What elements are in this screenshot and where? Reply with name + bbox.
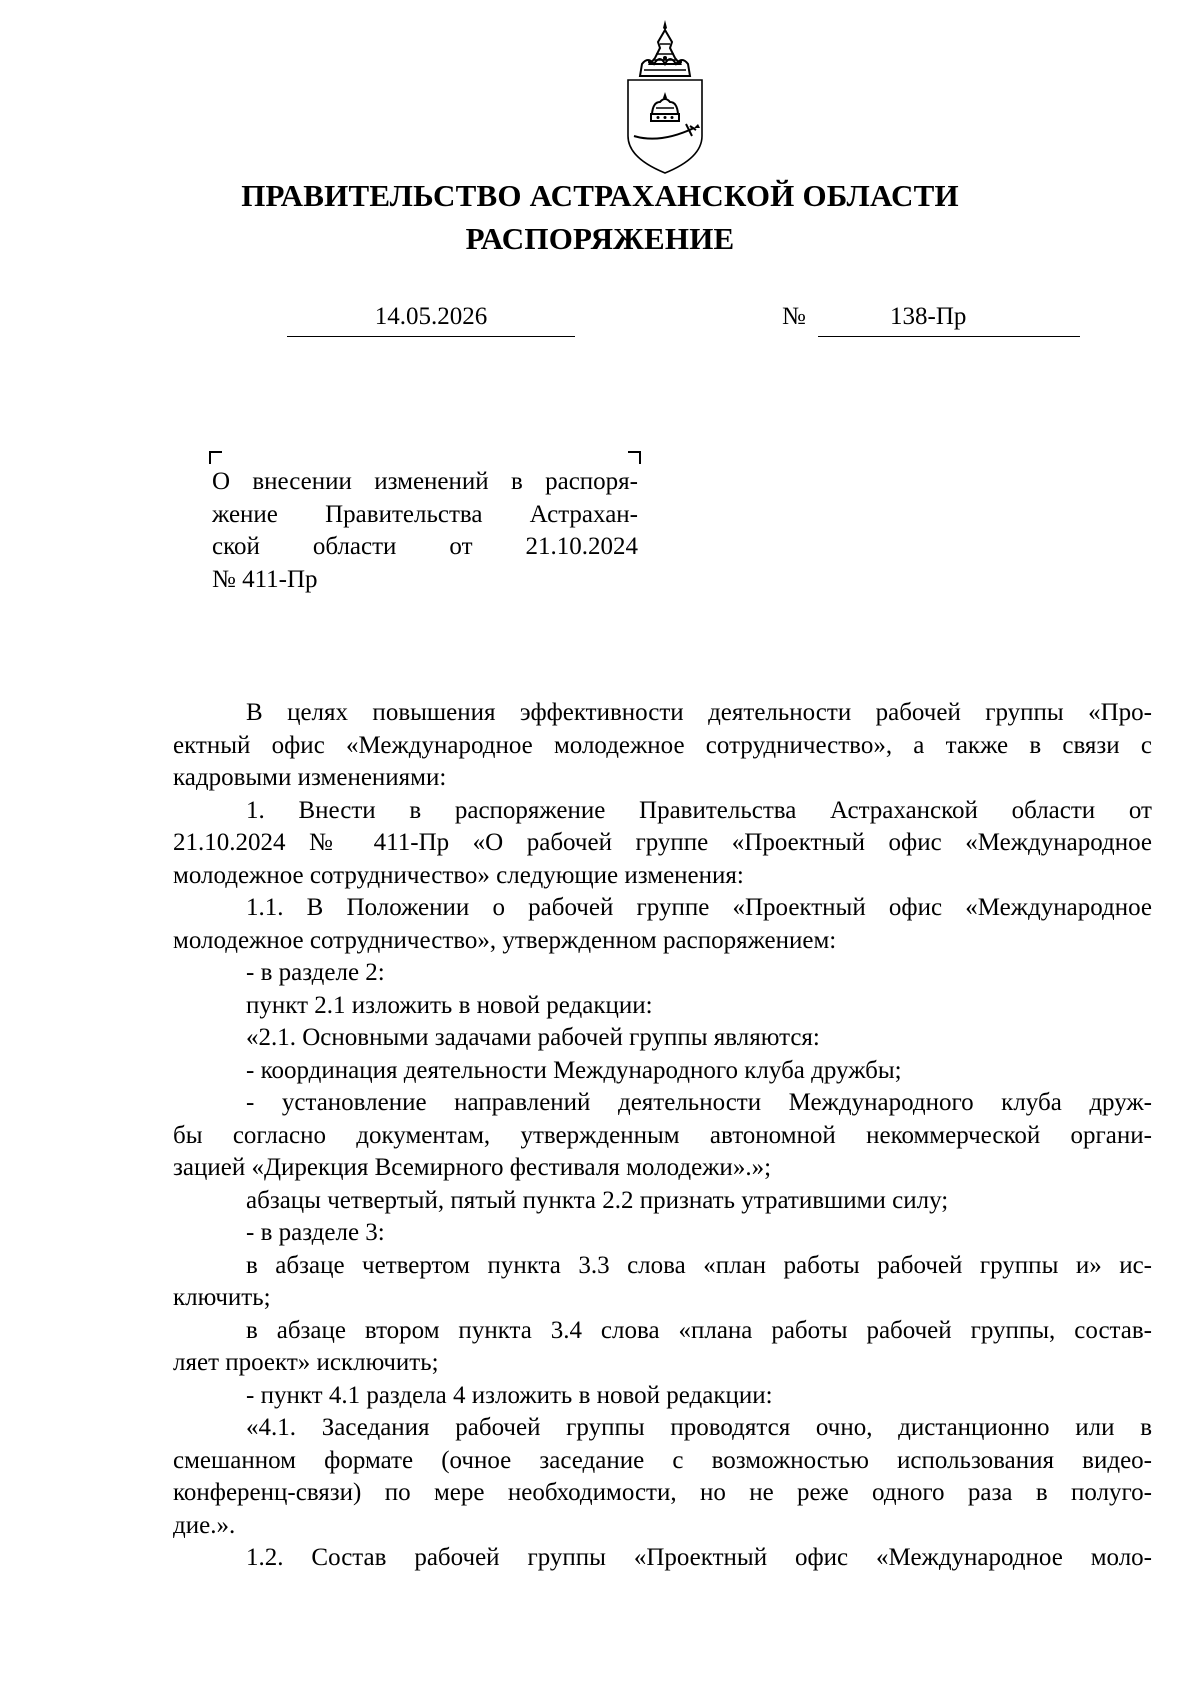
body-line: - в разделе 2: [246,959,385,986]
body-line: ектный офис «Международное молодежное сотрудничество», а также в связи с [173,731,1152,759]
document-subject [212,466,638,596]
subject-left-corner-mark [209,451,222,464]
body-line: - установление направлений деятельности Международного клуба друж- [246,1089,1152,1116]
body-line: конференц-связи) по мере необходимости, но не реже одного раза в полуго- [173,1479,1152,1506]
number-sign: № [782,303,806,330]
document-date: 14.05.2026 [287,302,575,337]
body-line: - координация деятельности Международного клуба дружбы; [246,1056,902,1084]
body-line: пункт 2.1 изложить в новой редакции: [246,991,653,1019]
body-line: молодежное сотрудничество» следующие изменения: [173,861,744,889]
document-type-title: РАСПОРЯЖЕНИЕ [465,221,735,256]
body-line: «2.1. Основными задачами рабочей группы являются: [246,1024,820,1051]
body-line: - в разделе 3: [246,1219,385,1246]
body-line: абзацы четвертый, пятый пункта 2.2 признать утратившими силу; [246,1186,949,1214]
body-line: смешанном формате (очное заседание с возможностью использования видео- [173,1446,1152,1474]
subject-line: ской области от 21.10.2024 [212,533,638,560]
body-line: в абзаце втором пункта 3.4 слова «плана работы рабочей группы, состав- [246,1316,1152,1344]
coat-of-arms-emblem [620,18,710,180]
body-line: в абзаце четвертом пункта 3.3 слова «план работы рабочей группы и» ис- [246,1251,1152,1279]
body-line: 1.1. В Положении о рабочей группе «Проектный офис «Международное [246,894,1152,921]
body-line: 1.2. Состав рабочей группы «Проектный офис «Международное моло- [246,1544,1152,1571]
body-line: дие.». [173,1511,236,1539]
document-body [173,697,1152,1575]
body-line: молодежное сотрудничество», утвержденном распоряжением: [173,926,837,954]
body-line: 21.10.2024 № 411-Пр «О рабочей группе «Проектный офис «Международное [173,829,1152,856]
body-line: 1. Внести в распоряжение Правительства Астраханской области от [246,796,1152,824]
body-line: ляет проект» исключить; [173,1349,439,1376]
document-number-field [818,302,1080,337]
body-line: - пункт 4.1 раздела 4 изложить в новой редакции: [246,1381,773,1409]
body-line: кадровыми изменениями: [173,764,447,791]
body-line: В целях повышения эффективности деятельности рабочей группы «Про- [246,699,1152,726]
organization-title: ПРАВИТЕЛЬСТВО АСТРАХАНСКОЙ ОБЛАСТИ [241,178,959,213]
body-line: зацией «Дирекция Всемирного фестиваля молодежи».»; [173,1154,772,1181]
body-line: ключить; [173,1284,271,1311]
subject-line: жение Правительства Астрахан- [212,500,638,528]
subject-line: О внесении изменений в распоря- [212,468,638,495]
body-line: «4.1. Заседания рабочей группы проводятся очно, дистанционно или в [246,1414,1152,1441]
document-number: 138-Пр [890,303,967,330]
subject-line: № 411-Пр [212,565,318,593]
body-line: бы согласно документам, утвержденным автономной некоммерческой органи- [173,1121,1152,1149]
subject-right-corner-mark [628,451,641,464]
